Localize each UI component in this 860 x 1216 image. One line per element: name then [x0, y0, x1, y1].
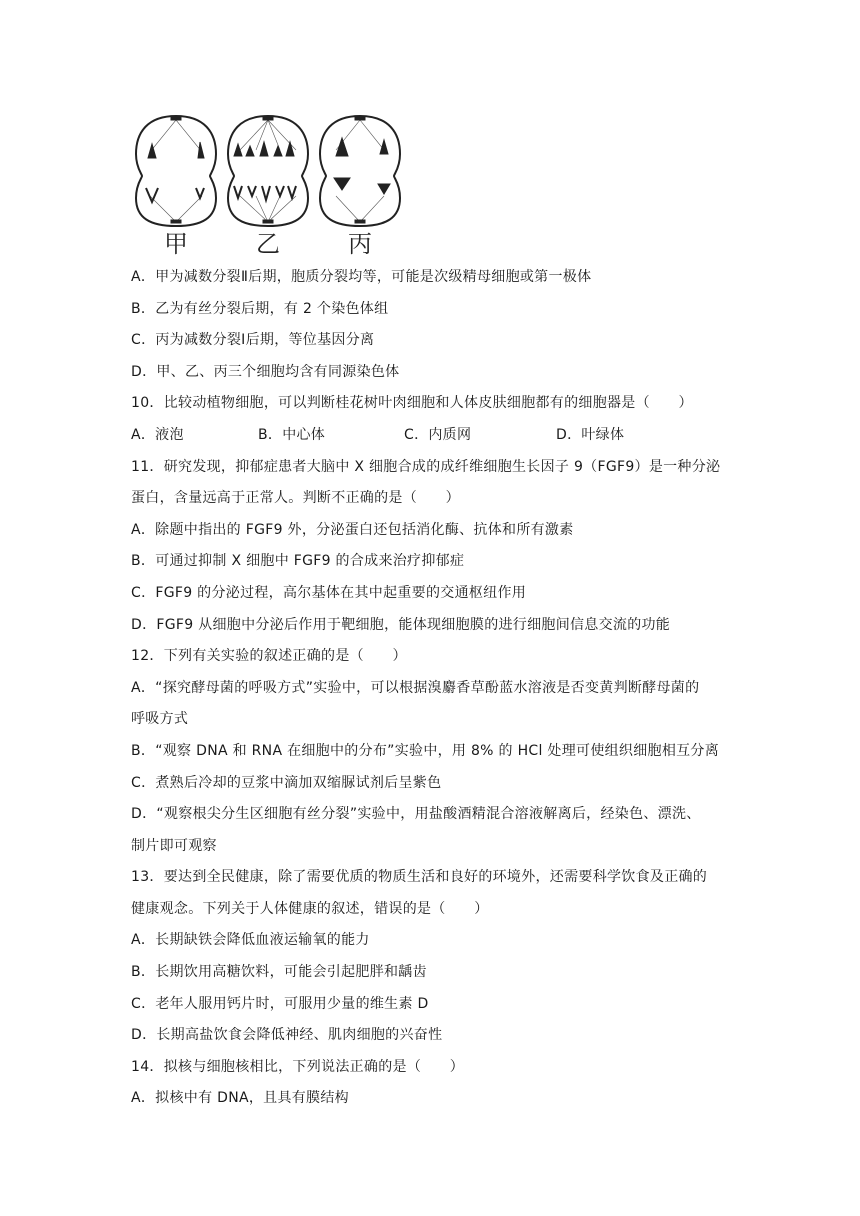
q14-option-a: A．拟核中有 DNA，且具有膜结构 [131, 1090, 349, 1107]
q11-stem-line2: 蛋白，含量远高于正常人。判断不正确的是（ ） [131, 490, 460, 507]
q13-stem-line2: 健康观念。下列关于人体健康的叙述，错误的是（ ） [131, 900, 489, 917]
figure-label-jia: 甲 [164, 230, 188, 258]
q9-option-c: C．丙为减数分裂Ⅰ后期，等位基因分离 [131, 332, 375, 349]
figure-label-bing: 丙 [348, 230, 372, 258]
q12-option-b: B．“观察 DNA 和 RNA 在细胞中的分布”实验中，用 8% 的 HCl 处理可使组织细胞相互分离 [131, 742, 720, 759]
q13-option-a: A．长期缺铁会降低血液运输氧的能力 [131, 932, 370, 949]
q12-option-a-line2: 呼吸方式 [131, 711, 189, 728]
cell-diagrams [128, 110, 418, 260]
q12-stem: 12．下列有关实验的叙述正确的是（ ） [131, 648, 407, 665]
q10-option-b: B．中心体 [258, 426, 326, 443]
q10-stem: 10．比较动植物细胞，可以判断桂花树叶肉细胞和人体皮肤细胞都有的细胞器是（ ） [131, 395, 693, 412]
q14-stem: 14．拟核与细胞核相比，下列说法正确的是（ ） [131, 1058, 465, 1075]
q12-option-d-line2: 制片即可观察 [131, 837, 217, 854]
q11-option-d: D．FGF9 从细胞中分泌后作用于靶细胞，能体现细胞膜的进行细胞间信息交流的功能 [131, 616, 671, 633]
q12-option-d-line1: D．“观察根尖分生区细胞有丝分裂”实验中，用盐酸酒精混合溶液解离后，经染色、漂洗、 [131, 806, 701, 823]
q11-option-c: C．FGF9 的分泌过程，高尔基体在其中起重要的交通枢纽作用 [131, 584, 527, 601]
q9-option-a: A．甲为减数分裂Ⅱ后期，胞质分裂均等，可能是次级精母细胞或第一极体 [131, 269, 592, 285]
q9-option-b: B．乙为有丝分裂后期，有 2 个染色体组 [131, 300, 389, 317]
q13-option-b: B．长期饮用高糖饮料，可能会引起肥胖和龋齿 [131, 964, 427, 981]
q11-option-b: B．可通过抑制 X 细胞中 FGF9 的合成来治疗抑郁症 [131, 553, 465, 570]
q13-stem-line1: 13．要达到全民健康，除了需要优质的物质生活和良好的环境外，还需要科学饮食及正确的 [131, 869, 708, 886]
q13-option-c: C．老年人服用钙片时，可服用少量的维生素 D [131, 995, 429, 1012]
cell-outline-jia [136, 116, 216, 226]
q10-options [131, 420, 751, 452]
q11-stem-line1: 11．研究发现，抑郁症患者大脑中 X 细胞合成的成纤维细胞生长因子 9（FGF9）是一种分泌 [131, 458, 721, 475]
cell-division-figure [128, 110, 418, 260]
question-text [131, 262, 751, 1115]
cell-outline-bing [320, 116, 400, 226]
q10-option-d: D．叶绿体 [556, 426, 625, 443]
cell-outline-yi [228, 116, 308, 226]
q10-option-c: C．内质网 [404, 426, 472, 443]
q12-option-c: C．煮熟后冷却的豆浆中滴加双缩脲试剂后呈紫色 [131, 774, 442, 791]
q9-option-d: D．甲、乙、丙三个细胞均含有同源染色体 [131, 363, 400, 380]
q10-option-a: A．液泡 [131, 426, 184, 443]
q13-option-d: D．长期高盐饮食会降低神经、肌肉细胞的兴奋性 [131, 1027, 443, 1044]
q11-option-a: A．除题中指出的 FGF9 外，分泌蛋白还包括消化酶、抗体和所有激素 [131, 521, 574, 538]
figure-label-yi: 乙 [256, 230, 280, 258]
q12-option-a-line1: A．“探究酵母菌的呼吸方式”实验中，可以根据溴麝香草酚蓝水溶液是否变黄判断酵母菌的 [131, 679, 700, 696]
